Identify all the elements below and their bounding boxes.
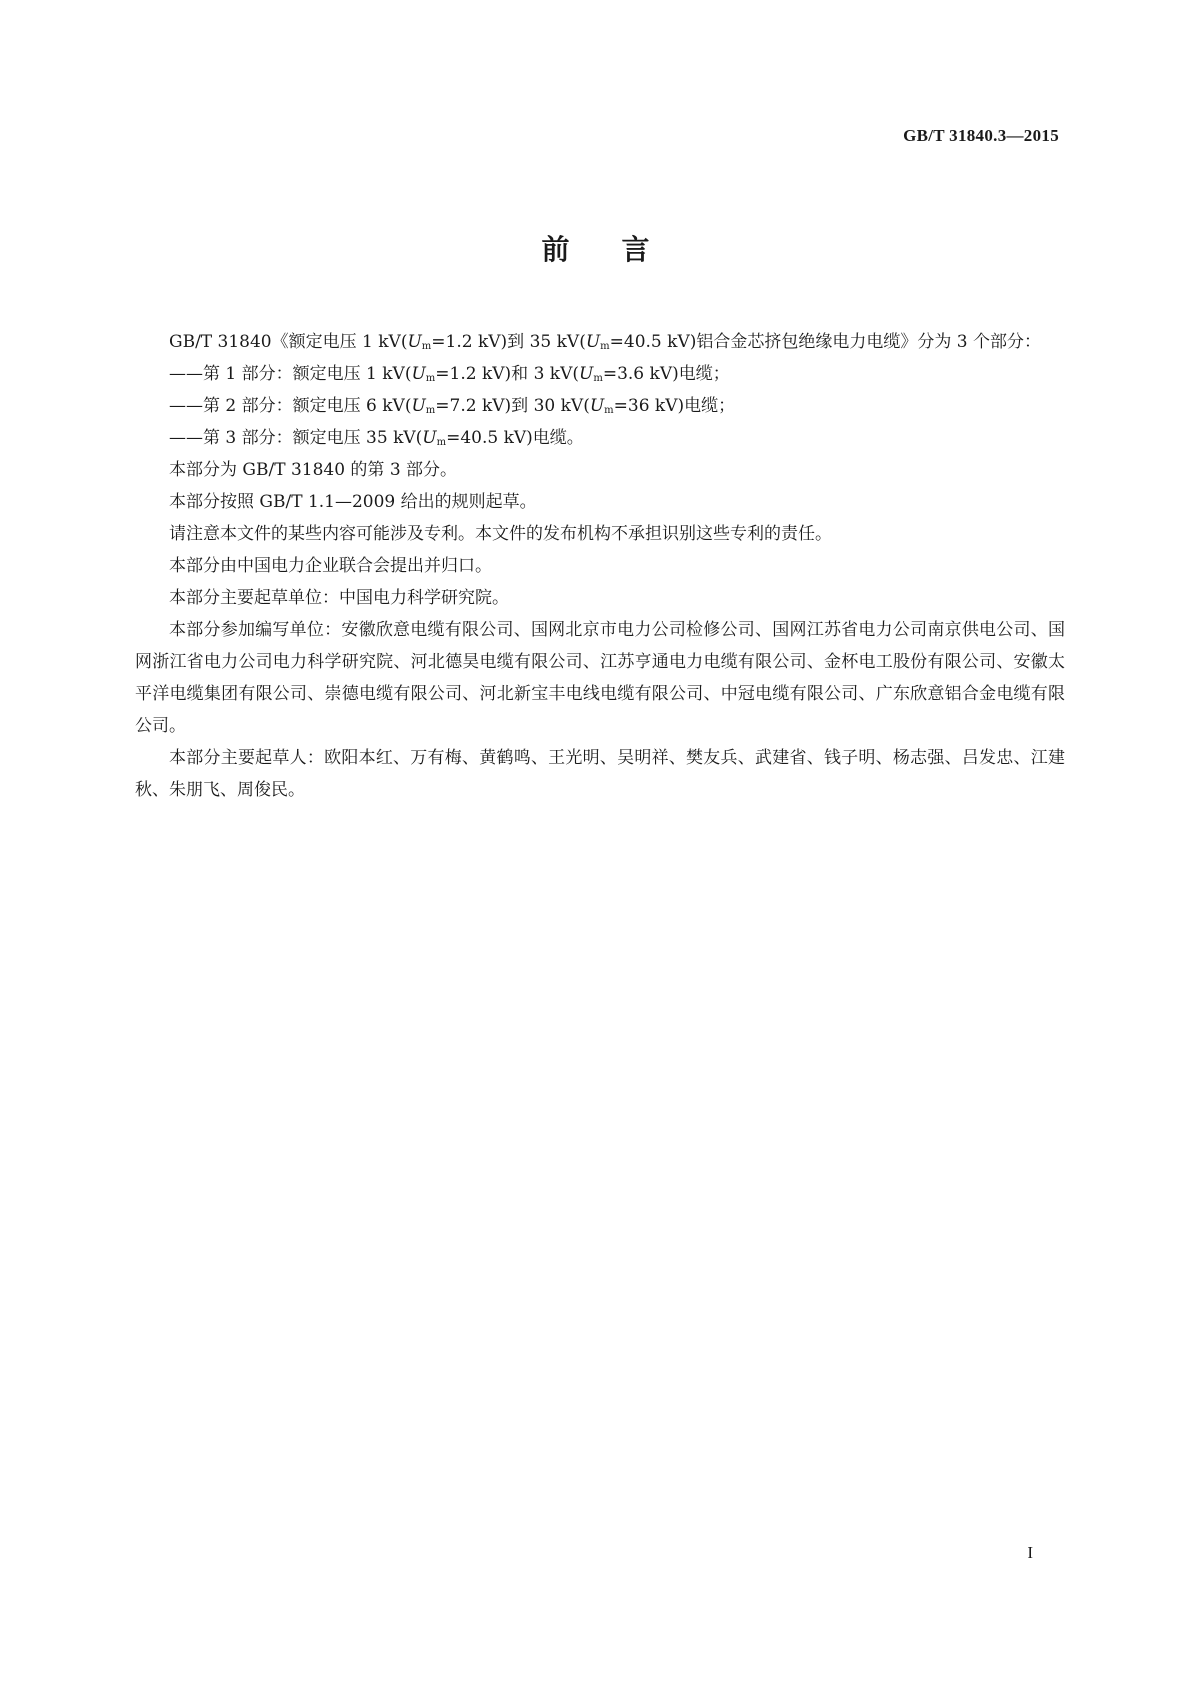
voltage-subscript: m [425,373,436,384]
part-1-text-c: =3.6 kV)电缆； [602,364,730,384]
part-1-text-a: ——第 1 部分：额定电压 1 kV( [169,364,412,384]
paragraph-patent-notice: 请注意本文件的某些内容可能涉及专利。本文件的发布机构不承担识别这些专利的责任。 [169,524,832,544]
voltage-subscript: m [421,341,432,352]
voltage-subscript: m [604,405,614,416]
standard-number: GB/T 31840.3—2015 [903,126,1059,145]
voltage-symbol: U [407,332,422,352]
part-2-text-c: =36 kV)电缆； [613,396,736,416]
part-3-text-a: ——第 3 部分：额定电压 35 kV( [169,428,423,448]
voltage-subscript: m [600,341,610,352]
paragraph-main-drafter-unit: 本部分主要起草单位：中国电力科学研究院。 [169,588,509,608]
voltage-symbol: U [422,428,437,448]
part-list-item-3 [135,422,1065,454]
intro-text-a: GB/T 31840《额定电压 1 kV( [169,332,408,352]
paragraph-participating-units: 本部分参加编写单位：安徽欣意电缆有限公司、国网北京市电力公司检修公司、国网江苏省电力公司南京供电公司、国网浙江省电力公司电力科学研究院、河北德昊电缆有限公司、江苏亨通电力电缆有限公司、金杯电工股份有限公司、安徽太平洋电缆集团有限公司、崇德电缆有限公司、河北新宝丰电线电缆有限公司、中冠电缆有限公司、广东欣意铝合金电缆有限公司。 [135,620,1065,736]
paragraph-drafting-rules: 本部分按照 GB/T 1.1—2009 给出的规则起草。 [169,492,537,512]
intro-text-c: =40.5 kV)铝合金芯挤包绝缘电力电缆》分为 3 个部分： [609,332,1041,352]
voltage-symbol: U [411,396,426,416]
part-1-text-b: =1.2 kV)和 3 kV( [435,364,580,384]
part-2-text-a: ——第 2 部分：额定电压 6 kV( [169,396,412,416]
voltage-symbol: U [585,332,601,352]
voltage-symbol: U [411,364,426,384]
foreword-body [135,326,1065,806]
paragraph-proposer: 本部分由中国电力企业联合会提出并归口。 [169,556,492,576]
part-list-item-2 [135,390,1065,422]
voltage-symbol: U [579,364,594,384]
voltage-symbol: U [589,396,605,416]
part-3-text-b: =40.5 kV)电缆。 [446,428,584,448]
voltage-subscript: m [436,437,447,448]
part-2-text-b: =7.2 kV)到 30 kV( [435,396,590,416]
page-title: 前言 [541,233,702,266]
voltage-subscript: m [425,405,436,416]
intro-paragraph [135,326,1065,358]
voltage-subscript: m [593,373,603,384]
intro-text-b: =1.2 kV)到 35 kV( [431,332,586,352]
part-list-item-1 [135,358,1065,390]
paragraph-main-drafters: 本部分主要起草人：欧阳本红、万有梅、黄鹤鸣、王光明、吴明祥、樊友兵、武建省、钱子明、杨志强、吕发忠、江建秋、朱朋飞、周俊民。 [135,748,1065,800]
paragraph-part-number: 本部分为 GB/T 31840 的第 3 部分。 [169,460,458,480]
page-number: I [1027,1543,1033,1562]
